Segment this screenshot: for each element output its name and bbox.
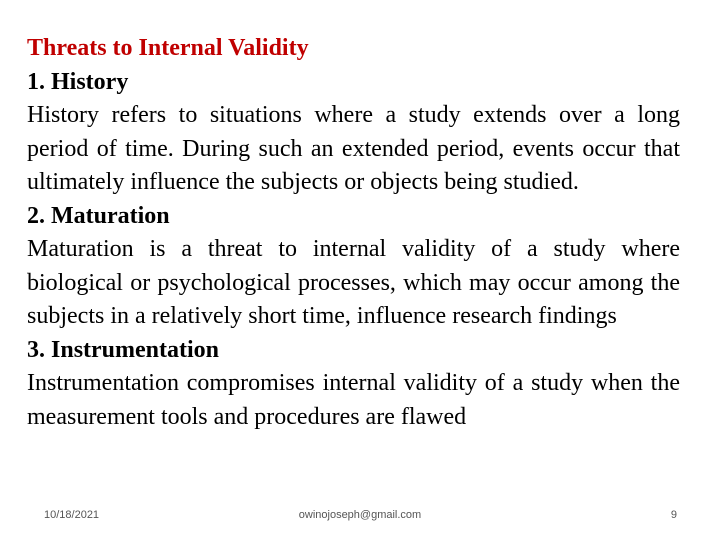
footer-date: 10/18/2021 [44, 509, 100, 521]
section-body-instrumentation: Instrumentation compromises internal validity of a study when the measurement tools and procedures are flawed [27, 370, 680, 430]
section-body-maturation: Maturation is a threat to internal validity of a study where biological or psychological processes, which may occur among the subjects in a relatively short time, influence research findings [27, 236, 680, 329]
section-heading-maturation: 2. Maturation [27, 202, 170, 229]
section-body-history: History refers to situations where a study extends over a long period of time. During such an extended period, events occur that ultimately influence the subjects or objects being studied. [27, 102, 680, 195]
section-heading-instrumentation: 3. Instrumentation [27, 336, 220, 363]
section-heading-history: 1. History [27, 68, 129, 95]
slide-content [27, 32, 680, 434]
slide-title: Threats to Internal Validity [27, 35, 309, 61]
footer-page-number: 9 [670, 509, 677, 521]
footer-email: owinojoseph@gmail.com [298, 509, 422, 521]
